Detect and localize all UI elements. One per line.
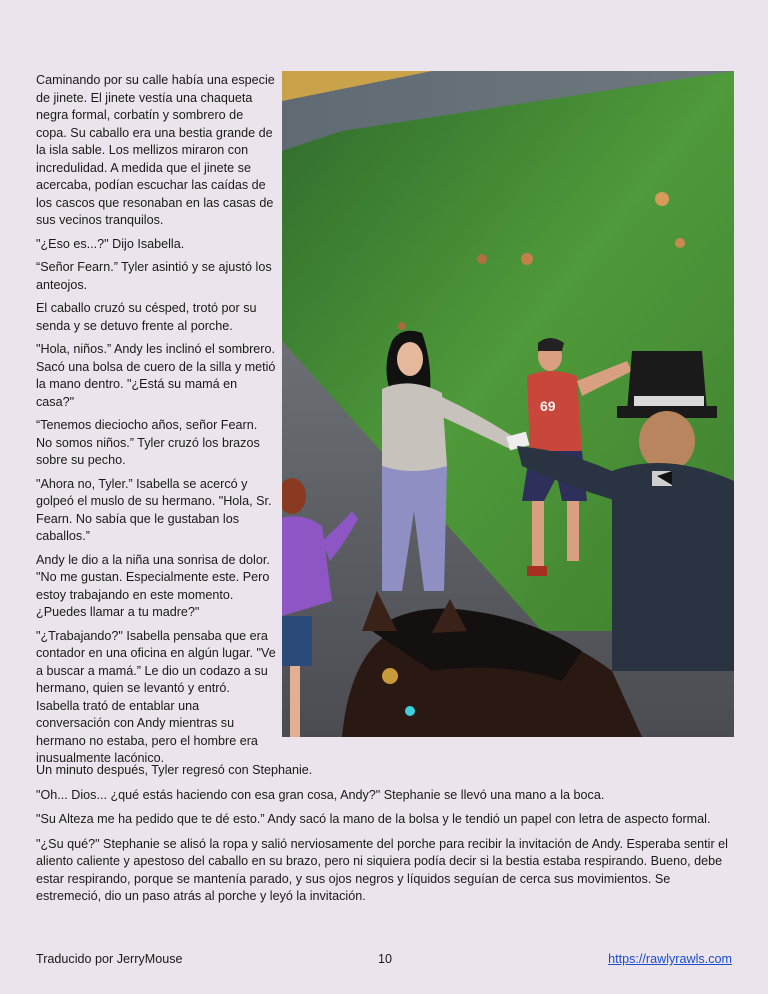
- story-illustration: [282, 71, 734, 737]
- illustration-svg: [282, 71, 734, 737]
- paragraph: Andy le dio a la niña una sonrisa de dolor. "No me gustan. Especialmente este. Pero estoy trabajando en este momento. ¿Puedes llamar a tu madre?": [36, 552, 270, 619]
- full-width-text: [36, 762, 736, 913]
- paragraph: “Señor Fearn.” Tyler asintió y se ajustó los anteojos.: [36, 260, 272, 292]
- paragraph: "Su Alteza me ha pedido que te dé esto.” Andy sacó la mano de la bolsa y le tendió un papel con letra de aspecto formal.: [36, 812, 711, 826]
- paragraph: "¿Eso es...?" Dijo Isabella.: [36, 236, 185, 251]
- page-number: 10: [378, 952, 393, 966]
- page-footer: [36, 952, 732, 970]
- paragraph: “Tenemos dieciocho años, señor Fearn. No somos niños.” Tyler cruzó los brazos sobre su pecho.: [36, 418, 260, 467]
- leaf: [655, 192, 669, 206]
- translator-credit: Traducido por JerryMouse: [36, 952, 183, 966]
- paragraph: "¿Su qué?" Stephanie se alisó la ropa y salió nerviosamente del porche para recibir la invitación de Andy. Esperaba sentir el aliento caliente y apestoso del caballo en su brazo, pero ni siquiera podía decir si la bestia estaba respirando. Bueno, debe estar respirando, porque se mantenía parado, y sus ojos negros y líquidos seguían de cerca sus movimientos. Se estremeció, dio un paso atrás al porche y leyó la invitación.: [36, 836, 728, 903]
- column-text: [36, 72, 276, 774]
- leaf: [398, 322, 406, 330]
- leaf: [477, 254, 487, 264]
- leaf: [675, 238, 685, 248]
- paragraph: "Hola, niños.” Andy les inclinó el sombrero. Sacó una bolsa de cuero de la silla y metió la mano dentro. "¿Está su mamá en casa?": [36, 342, 276, 409]
- leaf: [521, 253, 533, 265]
- jersey-number: 69: [540, 398, 556, 414]
- paragraph: El caballo cruzó su césped, trotó por su senda y se detuvo frente al porche.: [36, 301, 257, 333]
- paragraph: "¿Trabajando?" Isabella pensaba que era contador en una oficina en algún lugar. "Ve a buscar a mamá.” Le dio un codazo a su hermano, quien se levantó y entró. Isabella trató de entablar una conversación con Andy mientras su hermano no estaba, pero el hombre era inusualmente lacónico.: [36, 628, 276, 765]
- paragraph: "Oh... Dios... ¿qué estás haciendo con esa gran cosa, Andy?" Stephanie se llevó una mano a la boca.: [36, 787, 605, 802]
- website-link[interactable]: https://rawlyrawls.com: [608, 952, 732, 966]
- paragraph: "Ahora no, Tyler.” Isabella se acercó y golpeó el muslo de su hermano. "Hola, Sr. Fearn. No sabía que le gustaban los caballos.”: [36, 476, 272, 543]
- paragraph: Un minuto después, Tyler regresó con Stephanie.: [36, 763, 313, 777]
- paragraph: Caminando por su calle había una especie de jinete. El jinete vestía una chaqueta negra formal, corbatín y sombrero de copa. Su caballo era una bestia grande de la isla sable. Los mellizos miraron con incredulidad. A medida que el jinete se acercaba, podían escuchar las caídas de los cascos que resonaban en las casas de sus vecinos tranquilos.: [36, 73, 275, 227]
